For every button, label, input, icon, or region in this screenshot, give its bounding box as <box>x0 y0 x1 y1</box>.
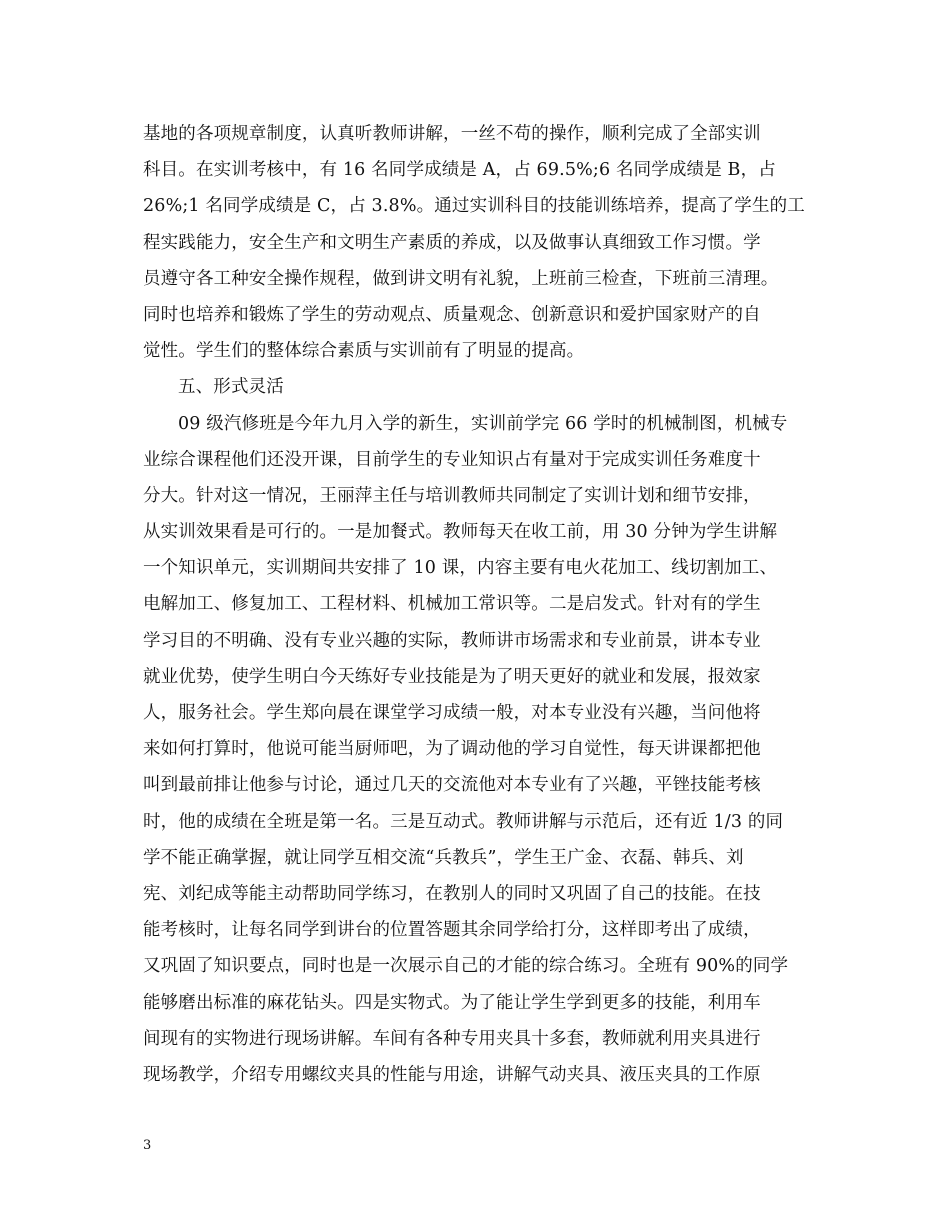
text-line: 员遵守各工种安全操作规程，做到讲文明有礼貌，上班前三检查，下班前三清理。 <box>143 268 779 289</box>
text-line: 来如何打算时，他说可能当厨师吧，为了调动他的学习自觉性，每天讲课都把他 <box>143 739 761 760</box>
text-line: 时，他的成绩在全班是第一名。三是互动式。教师讲解与示范后，还有近 1/3 的同 <box>143 811 784 832</box>
text-line: 就业优势，使学生明白今天练好专业技能是为了明天更好的就业和发展，报效家 <box>143 666 761 687</box>
text-line: 觉性。学生们的整体综合素质与实训前有了明显的提高。 <box>143 341 585 362</box>
text-line: 程实践能力，安全生产和文明生产素质的养成，以及做事认真细致工作习惯。学 <box>143 232 761 253</box>
text-line: 科目。在实训考核中，有 16 名同学成绩是 A，占 69.5%;6 名同学成绩是 B，占 <box>143 160 776 181</box>
text-line: 09 级汽修班是今年九月入学的新生，实训前学完 66 学时的机械制图，机械专 <box>178 413 788 434</box>
text-line: 现场教学，介绍专用螺纹夹具的性能与用途，讲解气动夹具、液压夹具的工作原 <box>143 1064 761 1085</box>
text-line: 叫到最前排让他参与讨论，通过几天的交流他对本专业有了兴趣，平锉技能考核 <box>143 775 761 796</box>
text-line: 能够磨出标准的麻花钻头。四是实物式。为了能让学生学到更多的技能，利用车 <box>143 992 761 1013</box>
body-text <box>143 116 815 1093</box>
text-line: 从实训效果看是可行的。一是加餐式。教师每天在收工前，用 30 分钟为学生讲解 <box>143 522 778 543</box>
text-line: 电解加工、修复加工、工程材料、机械加工常识等。二是启发式。针对有的学生 <box>143 594 761 615</box>
text-line: 一个知识单元，实训期间共安排了 10 课，内容主要有电火花加工、线切割加工、 <box>143 558 778 579</box>
text-line: 又巩固了知识要点，同时也是一次展示自己的才能的综合练习。全班有 90%的同学 <box>143 956 789 977</box>
text-line: 能考核时，让每名同学到讲台的位置答题其余同学给打分，这样即考出了成绩， <box>143 920 761 941</box>
text-line: 分大。针对这一情况，王丽萍主任与培训教师共同制定了实训计划和细节安排， <box>143 485 761 506</box>
text-line: 业综合课程他们还没开课，目前学生的专业知识占有量对于完成实训任务难度十 <box>143 449 761 470</box>
text-line: 间现有的实物进行现场讲解。车间有各种专用夹具十多套，教师就利用夹具进行 <box>143 1028 761 1049</box>
text-line: 学不能正确掌握，就让同学互相交流“兵教兵”，学生王广金、衣磊、韩兵、刘 <box>143 847 744 868</box>
section-heading: 五、形式灵活 <box>178 377 284 398</box>
text-line: 人，服务社会。学生郑向晨在课堂学习成绩一般，对本专业没有兴趣，当问他将 <box>143 703 761 723</box>
page-number: 3 <box>143 1138 152 1153</box>
text-line: 26%;1 名同学成绩是 C，占 3.8%。通过实训科目的技能训练培养，提高了学生的工 <box>143 196 805 217</box>
text-line: 学习目的不明确、没有专业兴趣的实际，教师讲市场需求和专业前景，讲本专业 <box>143 630 761 651</box>
text-line: 同时也培养和锻炼了学生的劳动观点、质量观念、创新意识和爱护国家财产的自 <box>143 304 761 325</box>
text-line: 宪、刘纪成等能主动帮助同学练习，在教别人的同时又巩固了自己的技能。在技 <box>143 883 761 904</box>
text-line: 基地的各项规章制度，认真听教师讲解，一丝不苟的操作，顺利完成了全部实训 <box>143 124 761 144</box>
